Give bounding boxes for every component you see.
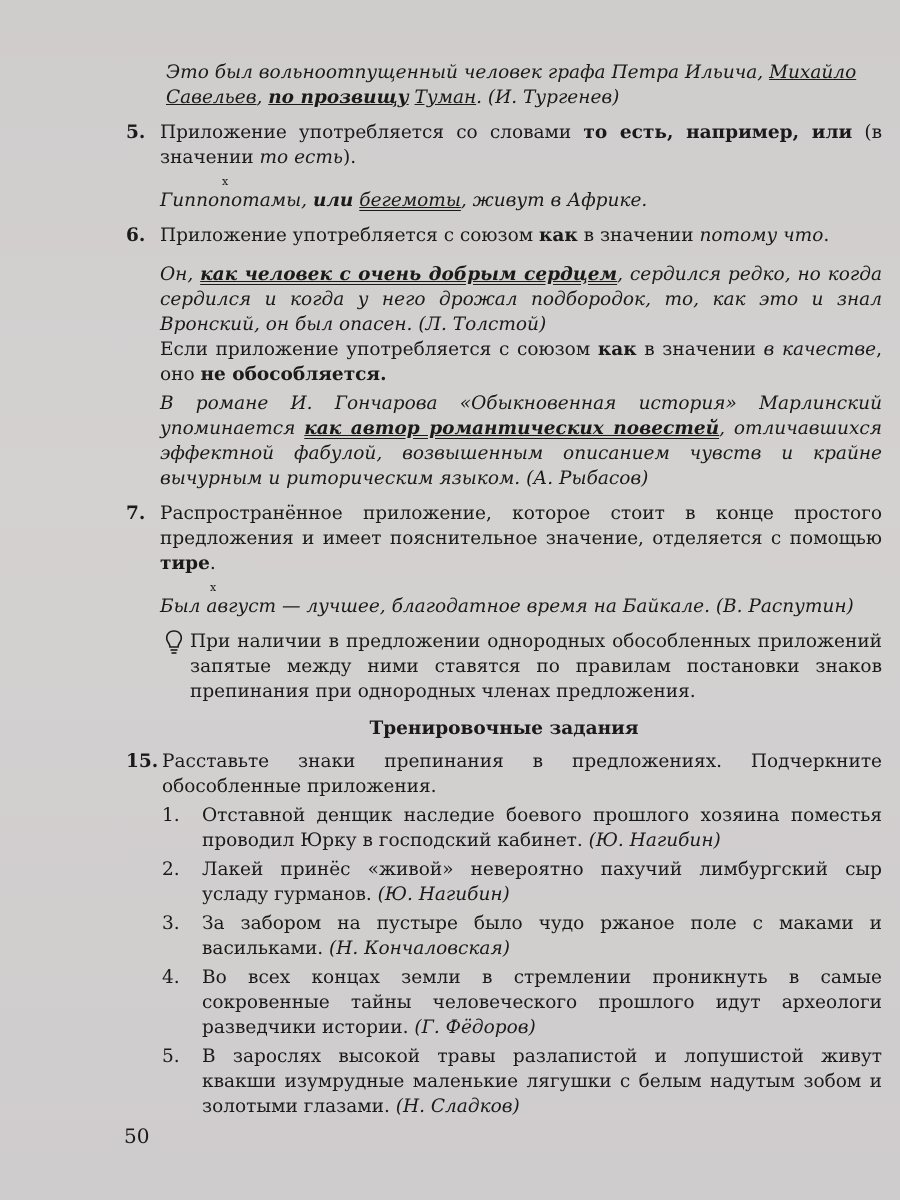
note-text: При наличии в предложении однородных обособленных приложений запятые между ними ставятся по правилам постановки знаков препинания при однородных членах предложения. <box>190 631 882 702</box>
rule-number: 7. <box>126 503 146 524</box>
example-rasputin: Был август — лучшее, благодатное время на Байкале. (В. Распутин) <box>160 596 854 617</box>
page-number: 50 <box>124 1124 150 1148</box>
rule-6-exception: Если приложение употребляется с союзом как в значении в качестве, оно не обособляется. <box>160 339 882 385</box>
example-hippo: Гиппопотамы, или бегемоты, живут в Африке. <box>160 190 648 211</box>
list-item: 3. За забором на пустыре было чудо ржаное поле с маками и васильками. (Н. Кончаловская) <box>162 913 882 959</box>
list-item: 4. Во всех концах земли в стремлении проникнуть в самые сокровенные тайны человеческого прошлого идут археологи разведчики истории. (Г. Фёдоров) <box>162 967 882 1038</box>
rule-7: 7. Распространённое приложение, которое стоит в конце простого предложения и имеет пояснительное значение, отделяется с помощью тире. <box>126 503 882 574</box>
example-goncharov: В романе И. Гончарова «Обыкновенная история» Марлинский упоминается как автор романтических повестей, отличавшихся эффектной фабулой, возвышенным описанием чувств и крайне вычурным и риторическим языком. (А. Рыбасов) <box>160 393 883 489</box>
list-item: 1. Отставной денщик наследие боевого прошлого хозяина поместья проводил Юрку в господский кабинет. (Ю. Нагибин) <box>162 805 882 851</box>
example-tolstoy: Он, как человек с очень добрым сердцем, сердился редко, но когда сердился и когда у него дрожал подбородок, то, как это и знал Вронский, он был опасен. (Л. Толстой) <box>160 264 883 335</box>
example-tumanov: Это был вольноотпущенный человек графа Петра Ильича, Михайло Савельев, по прозвищу Туман. (И. Тургенев) <box>166 62 857 108</box>
pencil-mark: х <box>210 581 217 594</box>
rule-number: 6. <box>126 225 146 246</box>
page-content <box>126 60 882 1119</box>
list-item: 2. Лакей принёс «живой» невероятно пахучий лимбургский сыр усладу гурманов. (Ю. Нагибин) <box>162 859 882 905</box>
task-instruction: Расставьте знаки препинания в предложениях. Подчеркните обособленные приложения. <box>162 751 882 797</box>
note-block <box>164 629 882 704</box>
task-number: 15. <box>126 751 159 772</box>
rule-5: 5. Приложение употребляется со словами то есть, например, или (в значении то есть). <box>126 122 882 168</box>
section-heading: Тренировочные задания <box>369 718 639 739</box>
pencil-mark: х <box>222 175 229 188</box>
lightbulb-icon <box>164 629 190 704</box>
rule-6: 6. Приложение употребляется с союзом как в значении потому что. <box>126 225 830 246</box>
list-item: 5. В зарослях высокой травы разлапистой и лопушистой живут квакши изумрудные маленькие лягушки с белым надутым зобом и золотыми глазами. (Н. Сладков) <box>162 1046 882 1117</box>
rule-number: 5. <box>126 122 146 143</box>
task-15 <box>126 749 882 799</box>
